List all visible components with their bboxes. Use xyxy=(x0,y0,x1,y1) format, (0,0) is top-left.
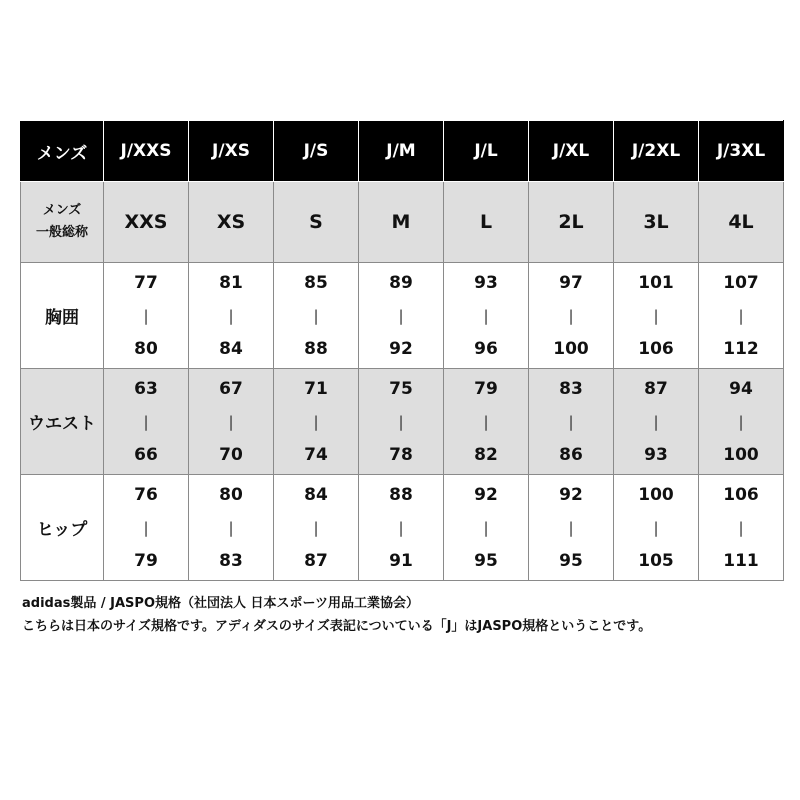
range-separator: | xyxy=(313,306,319,325)
range-separator: | xyxy=(398,306,404,325)
range-max: 66 xyxy=(134,444,158,465)
measurement-cell xyxy=(444,475,529,581)
measurement-cell xyxy=(274,263,359,369)
range-min: 88 xyxy=(389,484,413,505)
measurement-row xyxy=(21,475,784,581)
general-size-cell: 3L xyxy=(614,182,699,263)
measurement-cell xyxy=(529,369,614,475)
range-min: 101 xyxy=(638,272,674,293)
range-separator: | xyxy=(653,306,659,325)
header-cell: J/M xyxy=(359,121,444,182)
measurement-cell xyxy=(359,475,444,581)
general-size-row xyxy=(21,182,784,263)
range-separator: | xyxy=(483,306,489,325)
range-separator: | xyxy=(738,412,744,431)
measurement-label: 胸囲 xyxy=(21,263,104,369)
range-separator: | xyxy=(398,412,404,431)
range-max: 92 xyxy=(389,338,413,359)
range-max: 70 xyxy=(219,444,243,465)
range-max: 74 xyxy=(304,444,328,465)
range-separator: | xyxy=(653,412,659,431)
range-separator: | xyxy=(228,412,234,431)
range-min: 89 xyxy=(389,272,413,293)
range-max: 111 xyxy=(723,550,759,571)
range-separator: | xyxy=(228,518,234,537)
range-max: 82 xyxy=(474,444,498,465)
range-min: 97 xyxy=(559,272,583,293)
general-size-cell: XS xyxy=(189,182,274,263)
range-separator: | xyxy=(143,306,149,325)
range-min: 94 xyxy=(729,378,753,399)
measurement-cell xyxy=(614,369,699,475)
label-line: メンズ xyxy=(42,203,82,218)
range-max: 112 xyxy=(723,338,759,359)
range-max: 106 xyxy=(638,338,674,359)
range-separator: | xyxy=(483,518,489,537)
range-max: 93 xyxy=(644,444,668,465)
range-separator: | xyxy=(568,518,574,537)
measurement-cell xyxy=(529,263,614,369)
measurement-cell xyxy=(614,475,699,581)
range-separator: | xyxy=(313,518,319,537)
measurement-cell xyxy=(444,369,529,475)
range-max: 83 xyxy=(219,550,243,571)
range-min: 92 xyxy=(474,484,498,505)
range-max: 86 xyxy=(559,444,583,465)
range-min: 67 xyxy=(219,378,243,399)
general-size-cell: M xyxy=(359,182,444,263)
range-max: 95 xyxy=(559,550,583,571)
measurement-row xyxy=(21,369,784,475)
range-separator: | xyxy=(738,306,744,325)
range-min: 87 xyxy=(644,378,668,399)
range-min: 75 xyxy=(389,378,413,399)
range-min: 76 xyxy=(134,484,158,505)
range-separator: | xyxy=(143,518,149,537)
range-min: 81 xyxy=(219,272,243,293)
note-line: adidas製品 / JASPO規格（社団法人 日本スポーツ用品工業協会） xyxy=(22,596,419,611)
size-chart-table xyxy=(20,120,784,581)
measurement-cell xyxy=(359,369,444,475)
range-min: 84 xyxy=(304,484,328,505)
header-row xyxy=(21,121,784,182)
range-min: 71 xyxy=(304,378,328,399)
measurement-cell xyxy=(699,263,784,369)
header-cell: J/3XL xyxy=(699,121,784,182)
range-separator: | xyxy=(143,412,149,431)
measurement-cell xyxy=(699,475,784,581)
range-min: 100 xyxy=(638,484,674,505)
label-line: 一般総称 xyxy=(35,225,88,240)
range-separator: | xyxy=(228,306,234,325)
measurement-cell xyxy=(444,263,529,369)
header-cell: J/XXS xyxy=(104,121,189,182)
range-min: 92 xyxy=(559,484,583,505)
range-min: 83 xyxy=(559,378,583,399)
range-min: 77 xyxy=(134,272,158,293)
header-cell: J/XL xyxy=(529,121,614,182)
header-cell: J/L xyxy=(444,121,529,182)
general-size-cell: XXS xyxy=(104,182,189,263)
general-size-cell: S xyxy=(274,182,359,263)
range-max: 96 xyxy=(474,338,498,359)
range-min: 106 xyxy=(723,484,759,505)
header-cell: J/S xyxy=(274,121,359,182)
measurement-cell xyxy=(614,263,699,369)
range-separator: | xyxy=(313,412,319,431)
range-max: 79 xyxy=(134,550,158,571)
range-min: 80 xyxy=(219,484,243,505)
range-separator: | xyxy=(738,518,744,537)
measurement-cell xyxy=(359,263,444,369)
range-min: 79 xyxy=(474,378,498,399)
range-separator: | xyxy=(398,518,404,537)
general-size-cell: L xyxy=(444,182,529,263)
measurement-cell xyxy=(274,369,359,475)
range-max: 88 xyxy=(304,338,328,359)
range-min: 63 xyxy=(134,378,158,399)
measurement-row xyxy=(21,263,784,369)
general-size-label xyxy=(21,182,104,263)
range-separator: | xyxy=(568,306,574,325)
range-max: 78 xyxy=(389,444,413,465)
range-min: 93 xyxy=(474,272,498,293)
header-cell: J/XS xyxy=(189,121,274,182)
range-min: 107 xyxy=(723,272,759,293)
general-size-cell: 4L xyxy=(699,182,784,263)
header-cell: メンズ xyxy=(21,121,104,182)
measurement-label: ウエスト xyxy=(21,369,104,475)
measurement-cell xyxy=(274,475,359,581)
measurement-cell xyxy=(529,475,614,581)
measurement-cell xyxy=(189,369,274,475)
measurement-cell xyxy=(104,369,189,475)
range-separator: | xyxy=(483,412,489,431)
general-size-cell: 2L xyxy=(529,182,614,263)
header-cell: J/2XL xyxy=(614,121,699,182)
range-max: 105 xyxy=(638,550,674,571)
notes xyxy=(22,592,651,638)
range-max: 100 xyxy=(723,444,759,465)
range-max: 84 xyxy=(219,338,243,359)
range-max: 95 xyxy=(474,550,498,571)
measurement-label: ヒップ xyxy=(21,475,104,581)
range-separator: | xyxy=(568,412,574,431)
range-max: 80 xyxy=(134,338,158,359)
range-max: 87 xyxy=(304,550,328,571)
range-min: 85 xyxy=(304,272,328,293)
measurement-cell xyxy=(104,475,189,581)
note-line: こちらは日本のサイズ規格です。アディダスのサイズ表記についている「J」はJASPO規格ということです。 xyxy=(22,619,652,634)
range-max: 100 xyxy=(553,338,589,359)
range-max: 91 xyxy=(389,550,413,571)
measurement-cell xyxy=(189,263,274,369)
measurement-cell xyxy=(189,475,274,581)
range-separator: | xyxy=(653,518,659,537)
measurement-cell xyxy=(699,369,784,475)
measurement-cell xyxy=(104,263,189,369)
